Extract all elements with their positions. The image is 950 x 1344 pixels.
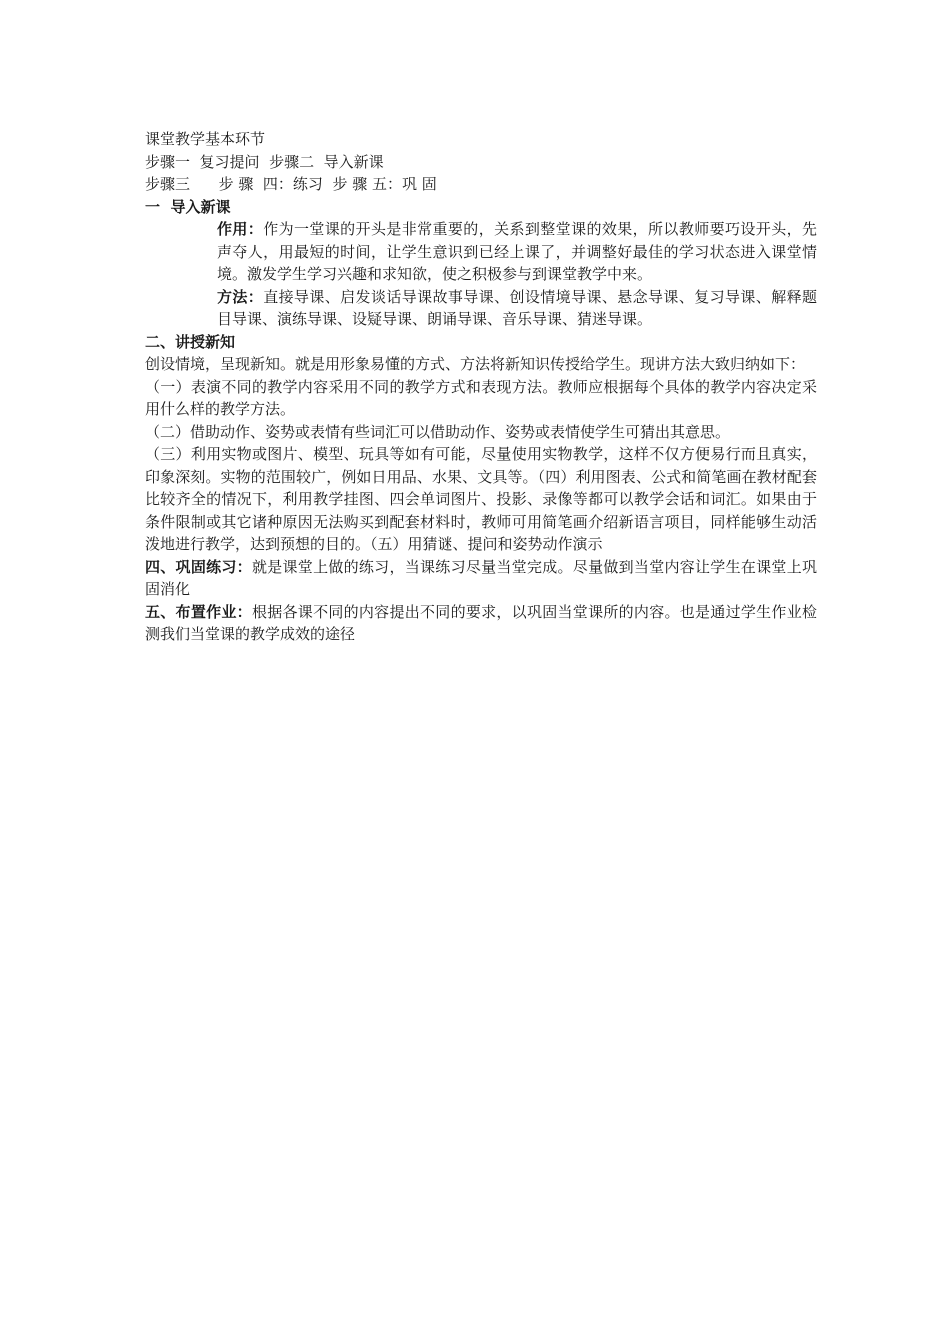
section1-heading: 一 导入新课: [145, 197, 231, 216]
section5-label: 五、布置作业：: [145, 602, 252, 621]
method-text: 直接导课、启发谈话导课故事导课、创设情境导课、悬念导课、复习导课、解释题目导课、演练导课、设疑导课、朗诵导课、音乐导课、猜迷导课。: [217, 287, 817, 328]
purpose-text: 作为一堂课的开头是非常重要的，关系到整堂课的效果，所以教师要巧设开头，先声夺人，用最短的时间，让学生意识到已经上课了，并调整好最佳的学习状态进入课堂情境。激发学生学习兴趣和求知欲，使之积极参与到课堂教学中来。: [217, 220, 817, 283]
section1-method: [217, 286, 817, 331]
section2-heading: 二、讲授新知: [145, 332, 236, 351]
method-label: 方法：: [217, 287, 264, 306]
section4: [145, 556, 817, 601]
doc-title: 课堂教学基本环节: [145, 130, 266, 148]
section2-intro: 创设情境，呈现新知。就是用形象易懂的方式、方法将新知识传授给学生。现讲方法大致归纳如下：: [145, 355, 806, 373]
section4-text: 就是课堂上做的练习，当课练习尽量当堂完成。尽量做到当堂内容让学生在课堂上巩固消化: [145, 557, 817, 598]
steps-line-1: 步骤一 复习提问 步骤二 导入新课: [145, 152, 384, 171]
section2-item-2: （二）借助动作、姿势或表情有些词汇可以借助动作、姿势或表情使学生可猜出其意思。: [145, 422, 731, 441]
section5: [145, 601, 817, 646]
section4-label: 四、巩固练习：: [145, 557, 252, 576]
section2-item-1: （一）表演不同的教学内容采用不同的教学方式和表现方法。教师应根据每个具体的教学内容决定采用什么样的教学方法。: [145, 377, 817, 418]
document-page: [145, 128, 817, 646]
section2-item-3: （三）利用实物或图片、模型、玩具等如有可能，尽量使用实物教学，这样不仅方便易行而且真实，印象深刻。实物的范围较广，例如日用品、水果、文具等。（四）利用图表、公式和简笔画在教材配套比较齐全的情况下，利用教学挂图、四会单词图片、投影、录像等都可以教学会话和词汇。如果由于条件限制或其它诸种原因无法购买到配套材料时，教师可用简笔画介绍新语言项目，同样能够生动活泼地进行教学，达到预想的目的。（五）用猜谜、提问和姿势动作演示: [145, 445, 817, 553]
section5-text: 根据各课不同的内容提出不同的要求，以巩固当堂课所的内容。也是通过学生作业检测我们当堂课的教学成效的途径: [145, 602, 817, 643]
steps-line-2: 步骤三 步 骤 四：练习 步 骤 五：巩 固: [145, 175, 437, 193]
section1-body: [145, 218, 817, 331]
purpose-label: 作用：: [217, 220, 264, 238]
section1-purpose: [217, 218, 817, 286]
